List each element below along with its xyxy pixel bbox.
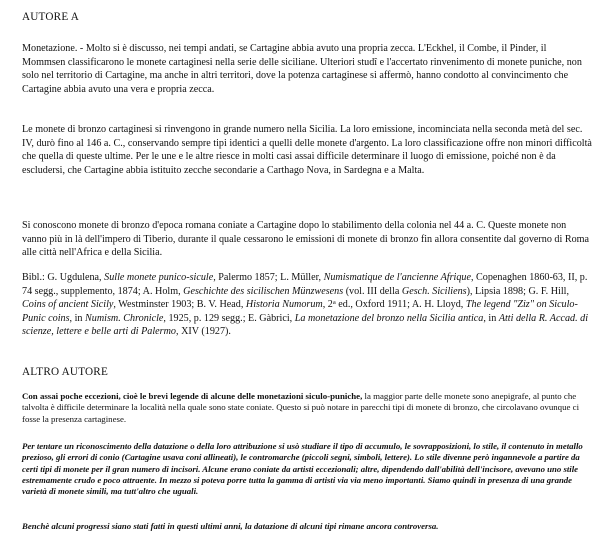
bibl-text: , Westminster 1903; B. V. Head, [113,299,246,311]
bibl-title: La monetazione del bronzo nella Sicilia antica [294,312,484,324]
section-a-paragraph-2: Le monete di bronzo cartaginesi si rinvengono in grande numero nella Sicilia. La loro emissione, incominciata nella seconda metà del sec. IV, durò fino al 146 a. C., conservando sempre tipi identici a quelli delle monete d'argento. La loro classificazione offre non minori difficoltà che quella di queste ultime. Per le une e le altre riesce in molti casi assai difficile determinare il luogo di emissione, poiché non è da escludersi, che Cartagine abbia istituito zecche secondarie a Carthago Nova, in Sardegna e a Malta. [22,124,592,176]
section-b-paragraph-1 [22,391,592,425]
bibl-text: ed., Oxford 1911; A. H. Lloyd, [335,299,466,311]
bibl-title: Numism. Chronicle [85,312,164,324]
bibl-title: The legend "Ziz" on Siculo-Punic coins [22,299,578,324]
bibl-title: Sulle monete punico-sicule [104,272,214,283]
bibliography [22,271,592,339]
bibl-text: , in [69,312,86,324]
bibl-text: , XIV (1927). [176,326,231,338]
bibl-title: Historia Numorum [245,299,323,311]
bibl-text: ), Lipsia 1898; G. F. Hill, [466,285,569,297]
bibl-title: Gesch. Siciliens [401,285,467,297]
bibl-text: , 2 [322,299,333,311]
edition-superscript: a [332,299,336,307]
bibl-title: Geschichte des sicilischen Münzwesens [183,285,344,297]
section-b-paragraph-2: Per tentare un riconoscimento della datazione o della loro attribuzione si usò studiare il tipo di accumulo, le sovrapposizioni, lo stile, il contenuto in metallo prezioso, gli errori di conio (Cartagine usava coni allineati), le contromarche (piccoli segni, simboli, lettere). Lo stile divenne però ingannevole a partire da certi tipi di monete per il gran numero di incisori. Alcune erano coniate da artisti eccezionali; altre, dipendendo dall'abilità dell'incisore, avevano uno stile estremamente crudo e poco attraente. In mezzo si poteva porre tutta la gamma di artisti via via meno importanti. Siamo quindi in presenza di una grande varietà di monete simili, ma tutt'altro che uguali. [22,441,583,497]
bibl-text: Bibl.: G. Ugdulena, [22,272,105,283]
section-a-paragraph-1: Monetazione. - Molto si è discusso, nei tempi andati, se Cartagine abbia avuto una propria zecca. L'Eckhel, il Combe, il Pinder, il Mommsen classificarono le monete cartaginesi nella serie delle siciliane. Ulteriori studî e l'accertato rinvenimento di monete puniche, non solo nel territorio di Cartagine, ma anche in altri territori, dove la potenza cartaginese si affermò, hanno condotto al convincimento che Cartagine abbia avuto una vera e propria zecca. [22,43,582,95]
bibl-text: , 1925, p. 129 segg.; E. Gàbrici, [163,312,295,324]
bibl-title: Coins of ancient Sicily [22,299,114,311]
bibl-title: Numismatique de l'ancienne Afrique [323,272,471,283]
paragraph-rest: la maggior parte delle monete sono anepigrafe, al punto che talvolta è difficile determinare la località nella quale sono state coniate. Questo si può notare in parecchi tipi di monete di bronzo, che circolavano ovunque ci fosse la presenza cartaginese. [22,391,580,424]
section-b-paragraph-3: Benchè alcuni progressi siano stati fatti in questi ultimi anni, la datazione di alcuni tipi rimane ancora controversa. [22,521,439,531]
bibl-text: (vol. III della [343,285,402,297]
bibl-text: , in [483,312,499,324]
section-a-paragraph-3: Si conoscono monete di bronzo d'epoca romana coniate a Cartagine dopo lo stabilimento della colonia nel 44 a. C. Queste monete non vanno più in là dell'impero di Tiberio, durante il quale cessarono le emissioni di monete di bronzo fin allora consentite dal governo di Roma alle città nell'Africa e della Sicilia. [22,220,590,259]
bibl-title: Atti della R. Accad. di scienze, lettere e belle arti di Palermo [22,312,589,338]
paragraph-lead-bold: Con assai poche eccezioni, cioè le brevi legende di alcune delle monetazioni siculo-puniche, [22,391,363,401]
section-a-heading: AUTORE A [22,11,80,23]
bibl-text: , Copenaghen 1860-63, II, p. 74 segg., supplemento, 1874; A. Holm, [22,272,588,297]
section-b-heading: ALTRO AUTORE [22,366,109,378]
bibl-text: , Palermo 1857; L. Müller, [213,272,324,283]
